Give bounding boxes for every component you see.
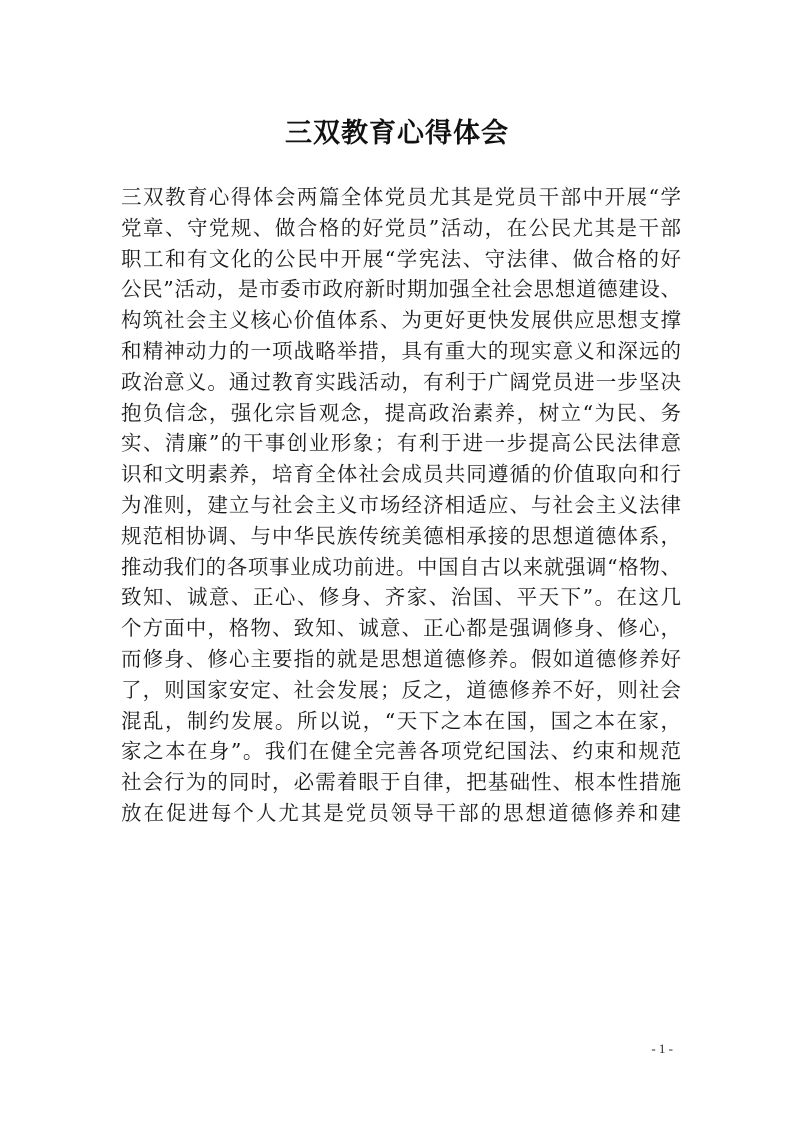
body-line: 实、清廉”的干事创业形象；有利于进一步提高公民法律意 (121, 431, 681, 456)
body-line: 家之本在身”。我们在健全完善各项党纪国法、约束和规范 (121, 739, 681, 764)
body-line: 职工和有文化的公民中开展“学宪法、守法律、做合格的好 (121, 246, 681, 271)
body-line: 和精神动力的一项战略举措，具有重大的现实意义和深远的 (121, 338, 681, 363)
body-line: 而修身、修心主要指的就是思想道德修养。假如道德修养好 (121, 646, 681, 671)
body-line: 识和文明素养，培育全体社会成员共同遵循的价值取向和行 (121, 462, 681, 487)
document-title: 三双教育心得体会 (285, 118, 509, 149)
document-body (121, 182, 681, 829)
body-line: 政治意义。通过教育实践活动，有利于广阔党员进一步坚决 (121, 369, 681, 394)
body-line: 党章、守党规、做合格的好党员”活动，在公民尤其是干部 (121, 215, 681, 240)
body-line: 了，则国家安定、社会发展；反之，道德修养不好，则社会 (121, 677, 681, 702)
body-line: 为准则，建立与社会主义市场经济相适应、与社会主义法律 (121, 492, 681, 517)
body-line: 规范相协调、与中华民族传统美德相承接的思想道德体系， (121, 523, 681, 548)
body-line: 放在促进每个人尤其是党员领导干部的思想道德修养和建 (121, 800, 681, 825)
body-line: 公民”活动，是市委市政府新时期加强全社会思想道德建设、 (121, 277, 681, 302)
body-line: 致知、诚意、正心、修身、齐家、治国、平天下”。在这几 (121, 585, 681, 610)
body-line: 三双教育心得体会两篇全体党员尤其是党员干部中开展“学 (121, 185, 681, 209)
body-line: 推动我们的各项事业成功前进。中国自古以来就强调“格物、 (121, 554, 681, 579)
body-line: 构筑社会主义核心价值体系、为更好更快发展供应思想支撑 (121, 308, 681, 333)
body-line: 混乱，制约发展。所以说，“天下之本在国，国之本在家， (121, 708, 681, 733)
body-line: 个方面中，格物、致知、诚意、正心都是强调修身、修心， (121, 616, 681, 641)
body-line: 社会行为的同时，必需着眼于自律，把基础性、根本性措施 (121, 770, 681, 795)
body-line: 抱负信念，强化宗旨观念，提高政治素养，树立“为民、务 (121, 400, 681, 425)
page-number: - 1 - (651, 1041, 673, 1056)
